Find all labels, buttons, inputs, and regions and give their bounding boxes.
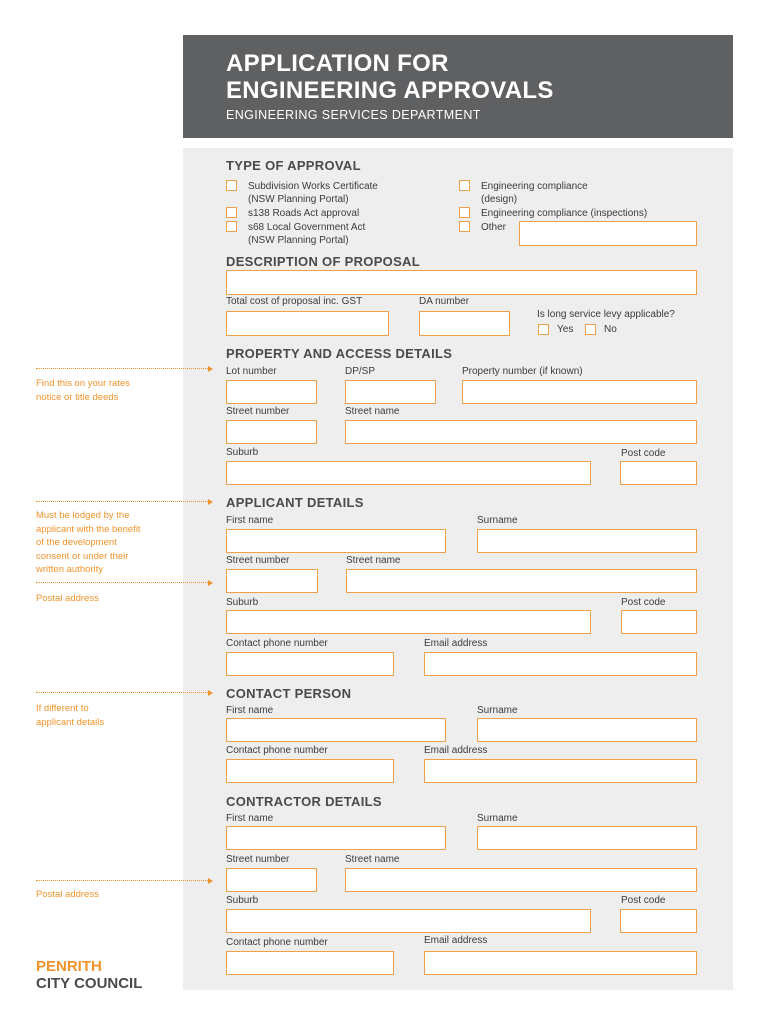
- applicant-street-number-label: Street number: [226, 555, 290, 566]
- subdivision-checkbox[interactable]: [226, 180, 237, 191]
- contractor-post-code-label: Post code: [621, 895, 666, 906]
- lodged-note-line3: of the development: [36, 537, 117, 548]
- da-number-input[interactable]: [419, 311, 510, 336]
- property-suburb-label: Suburb: [226, 447, 259, 458]
- contractor-surname-input[interactable]: [477, 826, 697, 850]
- contractor-first-name-label: First name: [226, 813, 274, 824]
- contractor-postal-leader: [36, 880, 208, 881]
- description-input[interactable]: [226, 270, 697, 295]
- eng-design-label: [481, 180, 588, 206]
- dp-sp-label: DP/SP: [345, 366, 376, 377]
- contractor-postal-note: Postal address: [36, 889, 99, 900]
- applicant-phone-label: Contact phone number: [226, 638, 328, 649]
- lodged-note-line1: Must be lodged by the: [36, 510, 130, 521]
- total-cost-label: Total cost of proposal inc. GST: [226, 296, 363, 307]
- applicant-surname-label: Surname: [477, 515, 518, 526]
- eng-design-label-line1: Engineering compliance: [481, 181, 588, 192]
- contact-email-input[interactable]: [424, 759, 697, 783]
- property-heading: PROPERTY AND ACCESS DETAILS: [226, 346, 453, 361]
- different-note-arrow-icon: [208, 690, 213, 696]
- da-number-label: DA number: [419, 296, 470, 307]
- s68-label-line1: s68 Local Government Act: [248, 222, 366, 233]
- property-suburb-input[interactable]: [226, 461, 591, 485]
- contractor-phone-input[interactable]: [226, 951, 394, 975]
- contact-first-name-label: First name: [226, 705, 274, 716]
- type-of-approval-heading: TYPE OF APPROVAL: [226, 158, 361, 173]
- contact-phone-label: Contact phone number: [226, 745, 328, 756]
- lot-number-input[interactable]: [226, 380, 317, 404]
- rates-note-arrow-icon: [208, 366, 213, 372]
- contractor-suburb-label: Suburb: [226, 895, 259, 906]
- contractor-street-number-input[interactable]: [226, 868, 317, 892]
- property-number-label: Property number (if known): [462, 366, 583, 377]
- lodged-note-leader: [36, 501, 208, 502]
- applicant-first-name-input[interactable]: [226, 529, 446, 553]
- different-note-line1: If different to: [36, 703, 89, 714]
- subdivision-label: [248, 180, 378, 206]
- applicant-suburb-input[interactable]: [226, 610, 591, 634]
- lodged-note-line4: consent or under their: [36, 550, 129, 562]
- property-street-name-input[interactable]: [345, 420, 697, 444]
- property-street-number-label: Street number: [226, 406, 290, 417]
- contractor-street-number-label: Street number: [226, 854, 290, 865]
- levy-no-checkbox[interactable]: [585, 324, 596, 335]
- applicant-postal-arrow-icon: [208, 580, 213, 586]
- applicant-post-code-label: Post code: [621, 597, 666, 608]
- contractor-phone-label: Contact phone number: [226, 937, 328, 948]
- different-note-line2: applicant details: [36, 716, 105, 728]
- applicant-street-number-input[interactable]: [226, 569, 318, 593]
- rates-note-leader: [36, 368, 208, 369]
- other-checkbox[interactable]: [459, 221, 470, 232]
- contractor-first-name-input[interactable]: [226, 826, 446, 850]
- contractor-street-name-input[interactable]: [345, 868, 697, 892]
- property-post-code-label: Post code: [621, 448, 666, 459]
- contractor-postal-arrow-icon: [208, 878, 213, 884]
- form-subtitle: ENGINEERING SERVICES DEPARTMENT: [226, 108, 481, 122]
- rates-note-line2: notice or title deeds: [36, 391, 119, 403]
- penrith-logo: [36, 958, 142, 992]
- contact-heading: CONTACT PERSON: [226, 686, 352, 701]
- different-note-leader: [36, 692, 208, 693]
- eng-inspections-label: Engineering compliance (inspections): [481, 208, 648, 219]
- form-title-line1: APPLICATION FOR: [226, 50, 449, 77]
- property-post-code-input[interactable]: [620, 461, 697, 485]
- form-title: [226, 50, 554, 104]
- contractor-street-name-label: Street name: [345, 854, 400, 865]
- eng-inspections-checkbox[interactable]: [459, 207, 470, 218]
- applicant-email-label: Email address: [424, 638, 488, 649]
- logo-line2: CITY COUNCIL: [36, 975, 143, 992]
- applicant-post-code-input[interactable]: [621, 610, 697, 634]
- applicant-street-name-label: Street name: [346, 555, 401, 566]
- property-street-name-label: Street name: [345, 406, 400, 417]
- applicant-suburb-label: Suburb: [226, 597, 259, 608]
- eng-design-checkbox[interactable]: [459, 180, 470, 191]
- eng-design-label-line2: (design): [481, 194, 518, 205]
- applicant-first-name-label: First name: [226, 515, 274, 526]
- contractor-post-code-input[interactable]: [620, 909, 697, 933]
- other-input[interactable]: [519, 221, 697, 246]
- applicant-surname-input[interactable]: [477, 529, 697, 553]
- contractor-heading: CONTRACTOR DETAILS: [226, 794, 382, 809]
- property-street-number-input[interactable]: [226, 420, 317, 444]
- subdivision-label-line1: Subdivision Works Certificate: [248, 181, 378, 192]
- form-title-line2: ENGINEERING APPROVALS: [226, 77, 554, 104]
- applicant-postal-note: Postal address: [36, 593, 99, 604]
- lodged-note-arrow-icon: [208, 499, 213, 505]
- property-number-input[interactable]: [462, 380, 697, 404]
- levy-yes-checkbox[interactable]: [538, 324, 549, 335]
- contact-first-name-input[interactable]: [226, 718, 446, 742]
- levy-yes-label: Yes: [557, 324, 574, 335]
- levy-question: Is long service levy applicable?: [537, 309, 675, 320]
- lot-number-label: Lot number: [226, 366, 277, 377]
- other-label: Other: [481, 222, 507, 233]
- s138-label: s138 Roads Act approval: [248, 208, 360, 219]
- different-note: [36, 702, 104, 729]
- contractor-email-input[interactable]: [424, 951, 697, 975]
- applicant-email-input[interactable]: [424, 652, 697, 676]
- total-cost-input[interactable]: [226, 311, 389, 336]
- applicant-postal-leader: [36, 582, 208, 583]
- s68-label-line2: (NSW Planning Portal): [248, 235, 349, 246]
- contractor-surname-label: Surname: [477, 813, 518, 824]
- levy-no-label: No: [604, 324, 617, 335]
- contractor-suburb-input[interactable]: [226, 909, 591, 933]
- contact-email-label: Email address: [424, 745, 488, 756]
- dp-sp-input[interactable]: [345, 380, 436, 404]
- contact-phone-input[interactable]: [226, 759, 394, 783]
- rates-note: [36, 377, 130, 404]
- contractor-email-label: Email address: [424, 935, 488, 946]
- contact-surname-label: Surname: [477, 705, 518, 716]
- logo-line1: PENRITH: [36, 958, 102, 975]
- lodged-note: [36, 509, 141, 577]
- s138-checkbox[interactable]: [226, 207, 237, 218]
- contact-surname-input[interactable]: [477, 718, 697, 742]
- subdivision-label-line2: (NSW Planning Portal): [248, 194, 349, 205]
- s68-label: [248, 221, 365, 247]
- lodged-note-line2: applicant with the benefit: [36, 523, 141, 535]
- applicant-street-name-input[interactable]: [346, 569, 697, 593]
- applicant-phone-input[interactable]: [226, 652, 394, 676]
- applicant-heading: APPLICANT DETAILS: [226, 495, 364, 510]
- rates-note-line1: Find this on your rates: [36, 378, 130, 389]
- s68-checkbox[interactable]: [226, 221, 237, 232]
- lodged-note-line5: written authority: [36, 564, 104, 575]
- description-heading: DESCRIPTION OF PROPOSAL: [226, 254, 420, 269]
